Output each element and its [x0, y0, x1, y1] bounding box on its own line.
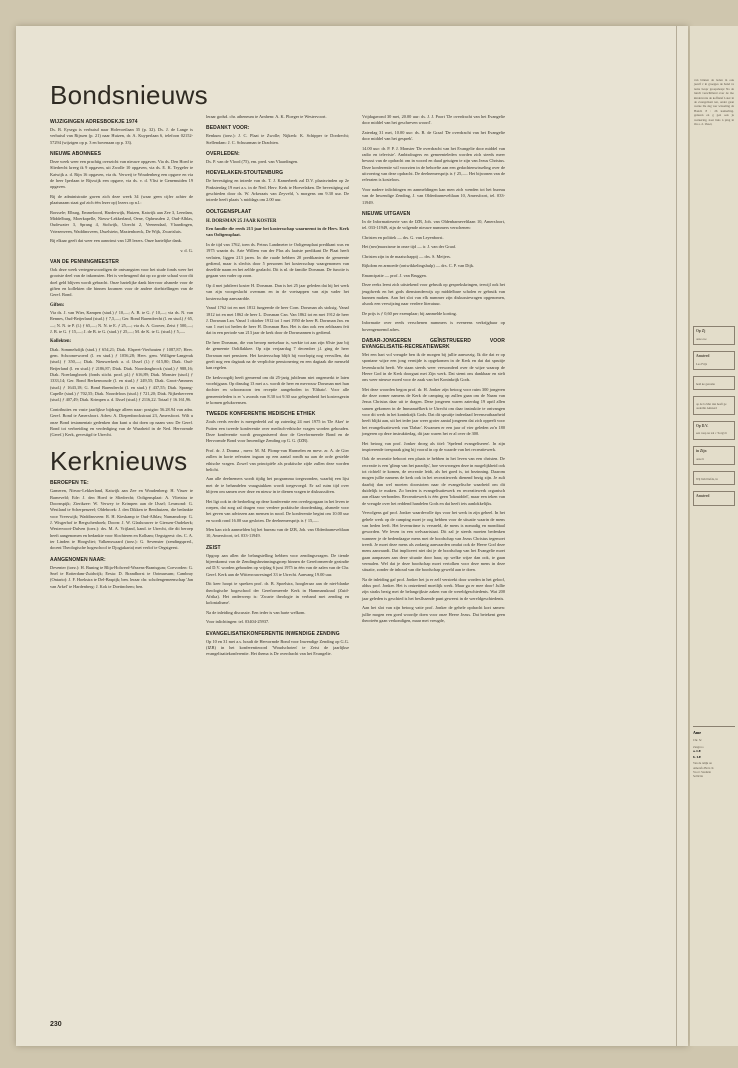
paragraph: De bevestiging en intrede van ds. T. J. Kamerbeek zal D.V. plaatsvinden op 2e Pinksterdag 19 mei a.s. in de Ned. Herv. Kerk te Hoevelaken. De bevestiging zal geschieden door ds. W. Arkeraats van Zeyveld, 's morgens om 9.30 uur. De intrede heeft plaats 's middags om 2.00 uur. [206, 178, 349, 203]
advertisement-item-b: b. LE [693, 755, 702, 760]
paragraph: Deze week weer een prachtig overzicht van nieuwe opgaven. Via ds. Den Hoed te Sliedrecht kreeg ik 9 opgaven, uit Zwolle 10 opgaven, via ds. E. K. Teygeler te Katwijk a. d. Rijn 16 opgaven, via ds. Verweij te Woudenberg een opgave en via de heer Iperlaan te Rijswijk een opgave, via ds. v. d. Vlist te Genemuiden 19 opgaven. [50, 158, 193, 190]
family-notices-list [693, 326, 735, 512]
heading-wijzigingen-adresboekje: WIJZIGINGEN ADRESBOEKJE 1974 [50, 119, 138, 125]
paragraph: leraar godsd. chr. atheneum te Arnhem: A. K. Ploeger te Westervoort. [206, 114, 327, 119]
list-item [693, 376, 735, 390]
paragraph: De prijs is ƒ 0,60 per exemplaar; bij aanmelde korting. [362, 310, 457, 316]
page-content [50, 82, 664, 1032]
adjacent-page [690, 26, 738, 1046]
paragraph: Borssele; Elburg, Emmeloord, Harderwijk, Huizen, Katwijk aan Zee 3, Leerdam, Middelburg, Moerkapelle, Nieuw-Lekkerland, Oene, Opheusden 2, Oud-Alblas, Oudewater 3, Sprang 4, Stolwijk, Utrecht 2, Veenendaal, Vlaardingen, Vriezenveen, Waddinxveen, IJsselstein, Maxtenhoeck, De Wijk, Zwartsluis. [50, 209, 193, 234]
paragraph: Ds. B. Eysega is verhuisd naar Holevoetlaan 35 (p. 32). Ds. J. de Lange is verhuisd van Rijssen (p. 21) naar Huizen, dr. A. Kuyperlaan 6, telefoon 02152-57294 (wijzigen op p. 3 en bovenaan op p. 33). [50, 127, 193, 145]
list-item [693, 471, 735, 485]
heading-beroepen-te: BEROEPEN TE: [50, 480, 89, 487]
notice-text: onze li [696, 456, 705, 461]
paragraph: In de Informatieserie van de IZB, Joh. van Oldenbarneveltlaan 10, Amersfoort, tel. 033-11949, zijn de volgende nieuwe nummers verschenen: [362, 218, 505, 231]
list-item [693, 396, 735, 414]
heading-hoevelaken-stoutenburg: HOEVELAKEN-STOUTENBURG [206, 170, 284, 177]
paragraph: Via ds. J. van Wier, Kampen (stud.) ƒ 10,—; A. B. te G. ƒ 10,—; via ds. N. van Rennes, Oud-Beijerland (stud.) ƒ 7,5,—; Ger. Bond Barendrecht (l. en stud.) ƒ 65,—; N. N. te P. (l.) ƒ 65,—; N. N. te E. ƒ 25,—; via ds. A. Goover, Zeist ƒ 500,—; J. B. te G. ƒ 15,—; J. de B. te G. (stud.) ƒ 25,—; M. de K. te G. (stud.) ƒ 5,—. [50, 310, 193, 334]
list-item [693, 491, 735, 506]
paragraph: Op 10 en 31 mei a.s. houdt de Hervormde Bond voor Inwendige Zending op G.G. (IZB) in het konferentieoord 'Woudschoten' te Zeist de jaarlijkse evangelisatiekonferentie. Het thema is De overdracht van het Evangelie. [206, 638, 349, 657]
heading-van-de-penningmeester: VAN DE PENNINGMEESTER [50, 259, 119, 265]
list-item: Christen en politiek — drs. G. van Leyenborst. [362, 234, 444, 240]
adjacent-page-text: van binnen de leden in ook jezelf v in groepjes de hand va naire bespr groepsbespr Na de lunch verschillend over de mo kinderverie de koffietaf Later in de evangelisati ten, onder gaan werke De dag wer wisseling da Handl. 8 : 26 kamerling. gelezen en g gen ook ju werkering, naar huis n ping in Ou a. d. IJssel, [694, 78, 734, 126]
notice-title: Op D.V. [696, 423, 709, 428]
notice-text: op de la Met dan heeft ge ouderlin Amsterd [696, 402, 727, 411]
paragraph: Zaterdag 31 mei, 10.00 uur: ds. B. de Graaf 'De overdracht van het Evangelie door middel van het gesprek'. [362, 129, 505, 142]
paragraph: Vanaf 1762 tot en met 1812 fungeerde de heer Corn. Dorsman als stoksig. Vanaf 1812 tot en met 1862 de heer L. Dorsman Czn. Van 1862 tot en met 1912 de heer J. Dorsman Lzn. Vanaf 1 oktober 1912 tot 1 mei 1950 de heer B. Dorsman Jzn. en van 1 mei tot heden de heer H. Dorsman Bzn. Het is dan ook een zeldzaam feit dat in een periode van 213 jaar de kerk door de Dorsmannen is gediend. [206, 305, 349, 336]
paragraph: Gameren, Nieuw-Lekkerland, Katwijk aan Zee en Woudenberg: H. Visser te Barneveld; Ede: J. den Hoed te Sliedrecht; Ooltgensplaat: A. Vlietstra te Doornspijk; Zierikzee: W. Verwey te Krimpen aan de IJssel; Lexmond: G. Westland te Scherpenzeel; Oldebroek: J. den Dikken te Benthuizen, die bedankte voor Vreeswijk; Waddinxveen: R. H. Kieskamp te Oud-Alblas; Numansdorp: G. J. Wisgerhof te Bergschenhoek; Doorn: J. W. Glashouwer te Giessen-Oudekerk; Westervoort-Dulven (toez.): drs. M. A. Vrijland, kand. te Utrecht, die dit beroep heeft aangenomen en bedankte voor Slochteren en Kolham; Oegstgeest: drs. C. A. ter Linden te Hoogvliet; Valkenswaard (toez.): G. Sevenster (zendingspred., docent Theologische hogeschool te Djogjakarta) met verlof te Oegstgeest. [50, 488, 193, 551]
paragraph: Met een hart vol vreugde ben ik de morgen bij jullie aanwezig. Ik die dat er op spontane wijze een jong vernijde is opgekomen in de Kerk en dat dat spruitje levenskracht heeft. We staan steeds weer verwonderd over de wijze waarop de Heere God in de Kerk doorgaat met Zijn werk. Dat stemt ons dankbaar en stelt ons weer nieuwe moed voor de zaak van het Koninkrijk Gods. [362, 351, 505, 383]
advertisement-subtitle: Chr. Sc [693, 738, 702, 742]
list-item [693, 421, 735, 440]
paragraph: Op 4 mei jubileert koster H. Dorsman. Dan is het 25 jaar geleden dat hij het werk van zijn voorgeslacht overnam en in de voetsappen van zijn vader het kostersschap aanvaardde. [206, 283, 349, 301]
list-item: Rijkdom en armoede (ontwikkelingshulp) — drs. C. P. van Dijk. [362, 263, 475, 269]
paragraph: 14.00 uur: dr. P. P. J. Monster 'De overdracht van het Evangelie door middel van radio en televisie'. Ambtsdragers en gemeenteleden worden zich steeds meer bewust van de opdracht om in woord en daad getuigen te zijn van Jezus Christus. Deze konferentie wil voorzien in de behoefte aan een gedachtenwisseling over de uitvoering van deze opdracht. De deelnemersprijs is ƒ 25,—. Het bijwonen van de referaten is kosteloos. [362, 145, 505, 183]
paragraph: Na de inleiding discussie. Een ieder is van harte welkom. [206, 609, 306, 615]
list-item [693, 326, 735, 345]
paragraph: Met deze woorden begon prof. dr. H. Jonker zijn betoog voor ruim 300 jongeren die deze zomer namens de Kerk de camping op zullen gaan om de Naam van Jezus Christus daar uit te dragen. Deze jongeren waren zaterdag 19 april allen samen gekomen in de Immanuëlkerk te Utrecht om daar instruktie te ontvangen voor dit werk in het koninkrijk Gods. Dat dit spruitje inderdaad levensvatbaarheid heeft blijkt aan, uit het ieder jaar weer groter aantal jongeren dat zich oppeelt voor het evangelisatiewerk van 'Dabar'. Kwamen er een jaar of vier geleden zo'n 180 jongeren op deze instruktiedag, dit jaar waren het er al over de 300. [362, 386, 505, 437]
paragraph: Vervolgens gaf prof. Jonker waardevolle tips voor het werk in zijn geheel. In het gehele werk op de camping moet je oog hebben voor de situatie waarin de mens van heden leeft. Het levensritme is versneld, de mens is nomadig en monditaal geworden. We leven in een welvaartstaat. Dit zal je steeds moeten bedenken wanneer je de bedendaagse mens met de boodschap van Jezus Christus tegemoet treedt. Je moet deze mens als zodanig aanvaarden omdat ook de Heere God deze mens aanvaardt. Dat impliceert niet dat je de boodschap van het Evangelie moet gaan aanpassen aan deze situatie door haar, op welke wijze dan ook, te gaan vermalen. Wel dat je deze boodschap moet vertolken voor deze mens in deze situatie, zonder de inhoud van die boodschap geweld aan te doen. [362, 510, 505, 573]
notice-title: Amsterd [696, 493, 710, 498]
paragraph: Na de inleiding gaf prof. Jonker het ja er zelf verstrekt door worden in het geloof, aldus prof. Jonker. Het is ontzettend moeilijk werk. Maar ga er mee door! Jullie zijn straks bezig met de belangrijkste zaken van de wereldgeschiedenis. Wat 200 jaar geleden is geschied is het besllssende punt geweest in de wereldgeschiedenis. [362, 576, 505, 601]
paragraph: Opgrop aan allen die belangstelling hebben voor zendingsvragen. De tiende bijeenkomst van de Zendingsbezinningsgroep binnen de Gereformeerde gezindte zal D.V. worden gehouden op vrijdag 6 juni 1975 in één van de zalen van de Chr. Geref. Kerk aan de Witterrouwesingel 33 te Utrecht. Aanvang 19.00 uur. [206, 552, 349, 577]
paragraph: Bij elkaar geeft dat weer een aanwinst van 128 lezers. Onze hartelijke dank. [50, 238, 182, 244]
heading-nieuwe-abonnees: NIEUWE ABONNEES [50, 150, 102, 157]
advertisement-text-1: Van de telijk on [693, 761, 712, 766]
page-sheet [16, 26, 688, 1046]
paragraph: Ook de recreatie behoort een plaats te hebben in het leven van een christen. De recreatie is een 'glimp van het paradijs', hoe verwrongen deze in mogelijkheid ook tot richtelf te komen, de recreatie leidt, als het goed is, tot bezinning. Daarom mogen jullie namens de kerk ook in het recreatiewerk dienend bezig zijn. Je zult daarbij dan wel moeten doorstoten naar de evangelische waarheid om dit duidelijk te maken. Zo bezien is evangelisatiewerk en recreatiewerk organisch aan elkaar verbonden. Recreatiewerk is één geen 'lokmiddel', maar een teken van de vreugde over het reddend handelen Gods en dat heeft iets aanlokkelijks. [362, 456, 505, 506]
notice-text: een roup na zal c 'Zorgvli [696, 431, 727, 436]
paragraph: Ook deze week vertegenwoordigen de ontvangsten voor het stude fonds weer het grootste deel van de inkomsten. Het is verheugend dat op zo grote schaal voor dit doel geld blijven wordt gebracht. Onze hartelijke dank hiervoor alsmede voor de giften en kollekten die binnen kwamen voor de andere doelstellingen van de Geref. Bond. [50, 267, 193, 298]
advertisement-subtitle-2: Zangvoo [693, 745, 704, 750]
paragraph: Diak. Sommelsdijk (stud.) ƒ 654,21; Diak. Elspeet-Vierhouten ƒ 1087,87; Herv. gem. Schoonrewoerd (l. en stud.) ƒ 1056,28; Herv. gem. Willigen-Langerak (stud.) ƒ 350,—; Diak. Nieuwerkerk a. d. IJssel (l.) ƒ 615,80; Diak. Oud-Beijerland (l. en stud.) ƒ 2186,87; Diak. Diak. Noordangbrock (stud.) ƒ 988,16; Diak. Noerlangbroek (fonds sticht. prod. pl.) ƒ 616,89; Diak. Monster (stud.) ƒ 1333,14; Ger. Bond Berkenwoude (l. en stud.) ƒ 249,55; Diak. Groot-Ammers (stud.) ƒ 1643,18; G. Bond Barendrecht (l. en stud.) ƒ 437,55; Diak. Sprang-Capelle (stud.) ƒ 702,55; Diak. Noordeloos (stud.) ƒ 721,20; Diak. Nijkerkerveen (stud.) ƒ 407,49; Diak. Krimpen a. d. IJssel (stud.) ƒ 2116,22. Totaal ƒ 16.161,96. [50, 346, 193, 403]
page-gutter-line [676, 26, 677, 1046]
advertisement-text-4: Sollicita [693, 773, 703, 778]
heading-evangelisatiekonferentie-inwendige-zending: EVANGELISATIEKONFERENTIE INWENDIGE ZENDING [206, 630, 340, 637]
job-advertisement [693, 726, 735, 778]
list-item [693, 446, 735, 465]
list-item [693, 351, 735, 370]
paragraph: Prof. dr. J. Douma , mevr. M. M. Plomp-van Harmelen en mevr. zr. A. de Gier zullen in korte referaten ingaan op een aantal rondh na aan de orde gestelde ethische vragen. Zowel van principiële als praktische zijde zullen deze worden belicht. [206, 447, 349, 472]
notice-text: Wij bidd liefde, in [696, 476, 718, 481]
notice-title: Op Zj [696, 329, 706, 333]
heading-bedankt-voor: BEDANKT VOOR: [206, 125, 250, 132]
three-column-layout [50, 114, 664, 661]
paragraph: De kerkvoogdij heeft gemeend om dit 25-jarig jubileum niet ongemerkt te laten voorbijgaan. Op dinsdag 13 mei a.s. wordt de heer en mevrouw Dorsman met hun dochter en schoonzoon ten receptie aangeboden in 'Elthato'. Voor alle gemeenteleden is er 's avonds van 8.30 tot 9.30 uur gelegenheid het kostersgezin te komen gelukwensen. [206, 374, 349, 406]
column-2 [206, 114, 349, 661]
advertisement-item-a: a. LE [693, 749, 701, 754]
paragraph: Renkum (toez.): J. C. Plaat te Zwolle; Nijkerk: K. Schipper te Dordrecht; Stellendam: J. C. Schuurman te Drachten. [206, 133, 349, 145]
kerknieuws-section [50, 448, 193, 590]
paragraph: Ds. P. van de Vlood (75), em. pred. van Vlaardingen. [206, 158, 299, 164]
notice-text: onze zoe [696, 336, 707, 341]
notice-text: heid ke genome [696, 382, 715, 387]
lead-paragraph: Een familie die reeds 213 jaar het kostersschap waarneemt in de Herv. Kerk van Ooltgensplaat. [206, 226, 349, 238]
paragraph: Voor inlichtingen: tel. 03404-25937. [206, 619, 270, 625]
list-item: Christen zijn in de maatschappij — drs. S. Meijers. [362, 253, 451, 259]
heading-kollekten: Kollekten: [50, 339, 72, 345]
list-item: Emancipatie — prof. J. van Bruggen. [362, 272, 427, 278]
column-3 [362, 114, 505, 627]
heading-tweede-konferentie-medische-ethiek: TWEEDE KONFERENTIE MEDISCHE ETHIEK [206, 411, 316, 418]
heading-giften: Giften: [50, 302, 65, 308]
paragraph: Vrijdagavond 30 mei, 20.00 uur: ds. J. J. Poort 'De overdracht van het Evangelie door middel van het geschreven woord'. [362, 114, 505, 126]
paragraph: De heer Dorsman, die van beroep metselaar is, werkte tot aan zijn 65ste jaar bij de gemeente Ooltflakkee. Op zijn verjaardag 7 december j.l. ging de heer Dorsman met pensioen. Het kostersschap blijft hij voorlopig nog vervullen, dat geeft nog een dagtaak na de verplichte pensionering en een dagtaak die menseld kan regelen. [206, 340, 349, 371]
notice-title: Amsterd [696, 354, 710, 359]
heading-zeist: ZEIST [206, 544, 221, 551]
paragraph: Aan het slot van zijn betoog vatte prof. Jonker de gehele opdracht kort samen: jullie mogen een goed woordje doen voor onze Heere Jezus. Dat betekent geen theorieën gaan verkondigen, maar met vreugde, [362, 605, 505, 623]
paragraph: Zoals reeds eerder is meegedeeld zal op zaterdag 24 mei 1975 in 'De Aker' te Putten een tweede konferentie over medisch-ethische vragen worden gehouden. Deze konferentie wordt georganiseerd door de Gereformeerde Bond en de Hervormde Bond voor Inwendige Zending op G. G. (IZB). [206, 419, 349, 444]
advertisement-title: Ame [693, 730, 701, 735]
paragraph: Dit keer hoopt te spreken prof. dr. B. Spoelstra, hoogleraar aan de niet-blanke theologische hogeschool der Gereformeerde Kerk in Hammanskraal (Zuid-Afrika). Het onderwerp is: 'Zwarte theologie in verband met zending en kolonialisme'. [206, 581, 349, 606]
subheading-dorsman-25-jaar-koster: H. DORSMAN 25 JAAR KOSTER [206, 218, 277, 224]
masthead-kerknieuws: Kerknieuws [50, 446, 188, 477]
advertisement-text-2: Amersfo Herv. K [693, 765, 714, 770]
advertisement-text-3: Voor i Stadsrin [693, 769, 711, 774]
paragraph: Deventer (toez.): H. Buning te Blija-Holwerd-Waxens-Brantsgum; Coevorden: G. Snel te Rotterdam-Zuidwijk; Eesta: D. Brandhorst te Ootmarsum; Cambray (Ontario): J. F. Hoekstra te Del-Baspijk; ben. leraar chr. scholengemeenschap 'Jan van Arkel' te Hardenberg: J. Kok te Doetinchem; ben. [50, 564, 193, 589]
paragraph: Men kan zich aanmelden bij het bureau van de IZB, Joh. van Oldenbarneveltlaan 10, Amersfoort, tel. 033-11949. [206, 527, 349, 539]
paragraph: Deze reeks leent zich uitstekend voor gebruik op gesprekskringen, terwijl ook het jeugdwerk en het gods dienstonderwijs op middelbare scholen er gebruik van kunnen maken. Aan het slot van elk nummer zijn diskussievragen opgenomen, alsook een verwijzing naar verdere literatuur. [362, 282, 505, 307]
page-number: 230 [50, 1021, 62, 1028]
heading-aangenomen-naar: AANGENOMEN NAAR: [50, 556, 106, 563]
paragraph: Het betoog van prof. Jonker droeg als titel: 'Spelend evangeliseren'. In zijn inspirerende toespraak ging hij vooral in op de waarde van het recreatiewerk. [362, 440, 505, 452]
masthead-bondsnieuws: Bondsnieuws [50, 80, 208, 110]
heading-ooltgensplaat: OOLTGENSPLAAT [206, 208, 252, 215]
paragraph: In de tijd van 1762, toen ds. Petrus Landmeter te Ooltgensplaat predikant was en 1975 waarin ds. Arie Willem van der Plas als laatste predikant De Plaat heeft verlaten, liggen 213 jaren. In die ruade hebben 20 predikanten de gemeente gediend, maar is slechts door 5 personen het kostersschap waargenomen van dezelfde naam en het zelfde gealacht. Dit is nl. de familie Dorsman. De functie is gegaan van vader op zoon. [206, 241, 349, 279]
column-1 [50, 114, 193, 593]
signoff: v. d. G. [180, 247, 193, 253]
heading-overleden: OVERLEDEN: [206, 150, 240, 157]
paragraph: Bij de administratie gaven zich deze week 34 (waar geen cijfer achter de plaatsnaam staat gaf zich één lezer op) lezers op n.l.: [50, 193, 193, 206]
paragraph: Informatie over reeds verschenen nummers is eveneens verkrijgbaar op bovengenoemd adres. [362, 320, 505, 332]
notice-text: Leo Frijz [696, 361, 708, 366]
paragraph: Het ligt ook in de bedoeling op deze konferentie een overlegorgaan in het leven te roepen, dat zorg zal dragen voor verdere praktische doordenking, alsmede voor het geven van adviezen aan mensen in nood. De konferentie begint om 10.00 uur en wordt rond 16.00 uur gesloten. De deelnemersprijs is ƒ 15,—. [206, 498, 349, 523]
heading-nieuwe-uitgaven: NIEUWE UITGAVEN [362, 210, 411, 217]
notice-title: in Zijn [696, 448, 707, 453]
list-item: Het (neo)marxisme in onze tijd — ir. J. van der Graaf. [362, 244, 457, 250]
heading-dabar-jongeren: DABAR-JONGEREN GEÏNSTRUEERD VOOR EVANGELISATIE-RECREATIEWERK [362, 337, 505, 350]
paragraph: Contributies en vaste jaarlijkse bijdrage alleen naar: postgiro 56.28.94 van adm. Geref. Bond te Amersfoort. Adres: A. Diepenbrockstraat 23, Amersfoort. Wilt u onze Bond testamentair gedenken dan kunt u dat doen op naam van: De Geref. Bond tot verbreiding en verdediging van de Waarheid in de Ned. Hervormde (Geref.) Kerk, gevestigd te Utrecht. [50, 406, 193, 438]
paragraph: Aan alle deelnemers wordt tijdig het programma toegezonden, waarbij een lijst met de te behandelen vraagstukken wordt toegevoegd. Er zal ruim tijd over blijven om samen over deze en nieuw in te dienen vragen te disksussifren. [206, 476, 349, 495]
paragraph: Voor nadere inlichtingen en aanmeldingen kan men zich wenden tot het bureau van de Inwendige Zending, J. van Oldenbarneveltlaan 10, Amersfoort, tel. 033-11949. [362, 186, 505, 205]
